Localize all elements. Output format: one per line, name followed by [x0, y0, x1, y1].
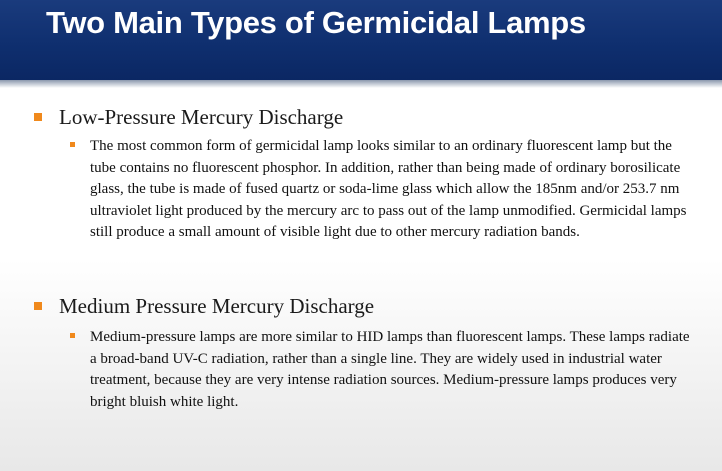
section-heading-1: Low-Pressure Mercury Discharge [59, 105, 344, 129]
section-text-1: The most common form of germicidal lamp looks similar to an ordinary fluorescent lamp but the tube contains no fluorescent phosphor. In addition, rather than being made of ordinary borosilicate glass, the tube is made of fused quartz or soda-lime glass which allow the 185nm and/or 253.7 nm ultraviolet light produced by the mercury arc to pass out of the lamp unmodified. Germicidal lamps still produce a small amount of visible light due to other mercury radiation bands. [90, 138, 687, 240]
section-bullet-1 [34, 113, 42, 121]
paragraph-bullet-2 [70, 333, 75, 338]
title-bar [0, 0, 722, 80]
section-text-2: Medium-pressure lamps are more similar to HID lamps than fluorescent lamps. These lamps radiate a broad-band UV-C radiation, rather than a single line. They are widely used in industrial water treatment, because they are very intense radiation sources. Medium-pressure lamps produces very bright bluish white light. [90, 329, 690, 410]
section-heading-2: Medium Pressure Mercury Discharge [59, 294, 375, 318]
slide-title: Two Main Types of Germicidal Lamps [46, 5, 586, 40]
section-bullet-2 [34, 302, 42, 310]
paragraph-bullet-1 [70, 142, 75, 147]
title-bar-shadow [0, 80, 722, 88]
